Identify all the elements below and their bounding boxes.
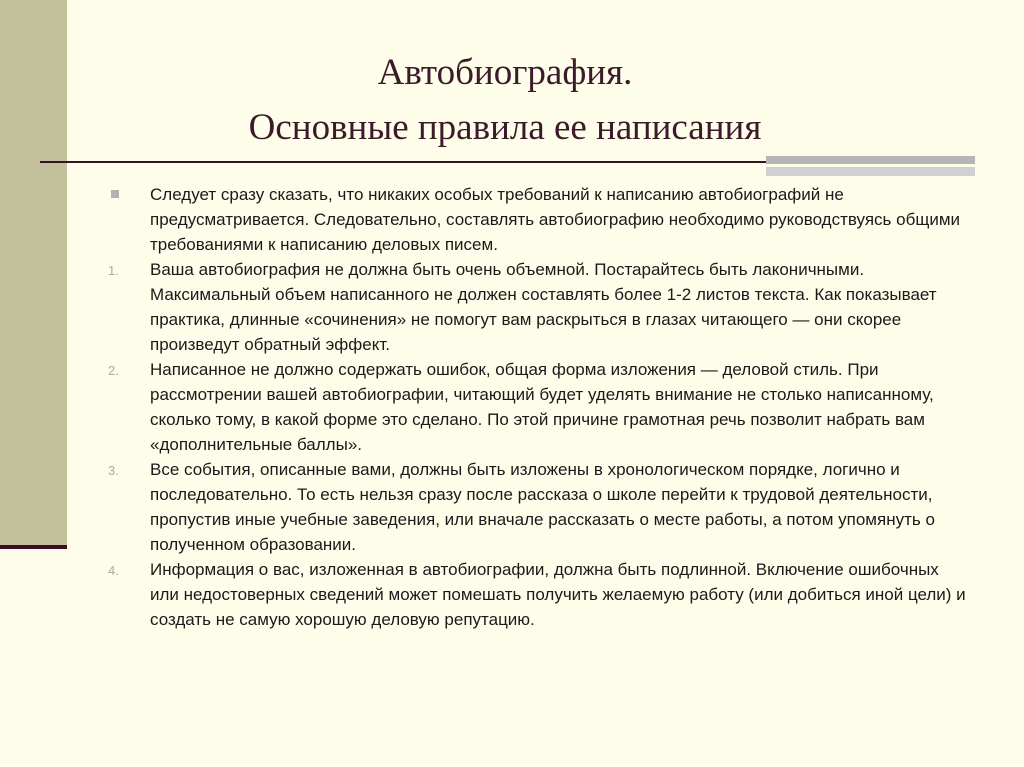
- slide-title: [40, 45, 970, 155]
- list-item-text: Информация о вас, изложенная в автобиографии, должна быть подлинной. Включение ошибочных или недостоверных сведений может помешать получить желаемую работу (или добиться иной цели) и создать не самую хорошую деловую репутацию.: [150, 560, 966, 629]
- square-bullet-icon: [111, 190, 119, 198]
- list-item-text: Ваша автобиография не должна быть очень объемной. Постарайтесь быть лаконичными. Максимальный объем написанного не должен составлять более 1-2 листов текста. Как показывает практика, длинные «сочинения» не помогут вам раскрыться в глазах читающего — они скорее произведут обратный эффект.: [150, 260, 937, 354]
- slide-title-line-1: Автобиография.: [377, 52, 633, 93]
- list-item-intro: [108, 182, 968, 257]
- list-number-label: 2.: [108, 363, 119, 378]
- list-item-1: [108, 257, 968, 357]
- list-item-3: [108, 457, 968, 557]
- list-item-4: [108, 557, 968, 632]
- list-number-label: 3.: [108, 463, 119, 478]
- list-item-text: Следует сразу сказать, что никаких особых требований к написанию автобиографий не предусматривается. Следовательно, составлять автобиографию необходимо руководствуясь общими требованиями к написанию деловых писем.: [150, 185, 960, 254]
- slide-body: [108, 182, 968, 632]
- left-band-rule: [0, 545, 67, 549]
- list-number-label: 1.: [108, 263, 119, 278]
- title-accent-bars: [766, 156, 975, 176]
- slide-title-line-2: Основные правила ее написания: [248, 107, 762, 148]
- list-item-text: Написанное не должно содержать ошибок, общая форма изложения — деловой стиль. При рассмотрении вашей автобиографии, читающий будет уделять внимание не столько написанному, сколько тому, в какой форме это сделано. По этой причине грамотная речь позволит набрать вам «дополнительные баллы».: [150, 360, 934, 454]
- list-item-text: Все события, описанные вами, должны быть изложены в хронологическом порядке, логично и последовательно. То есть нельзя сразу после рассказа о школе перейти к трудовой деятельности, пропустив иные учебные заведения, или вначале рассказать о месте работы, а потом упомянуть о полученном образовании.: [150, 460, 935, 554]
- list-number-label: 4.: [108, 563, 119, 578]
- list-item-2: [108, 357, 968, 457]
